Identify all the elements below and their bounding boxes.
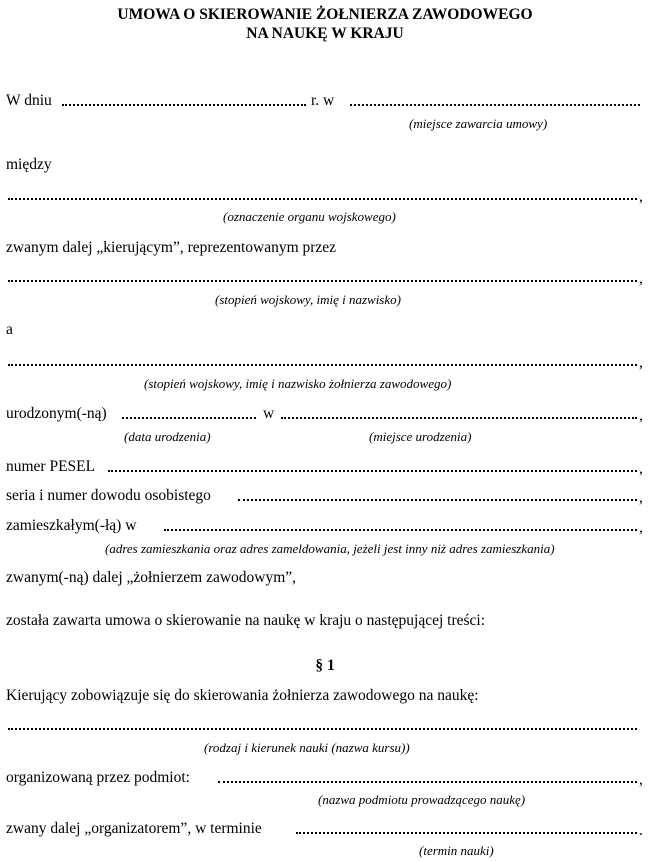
address-blank[interactable]: [164, 529, 637, 531]
label-zwanym-kierujacym: zwanym dalej „kierującym”, reprezentowanym przez: [6, 239, 337, 256]
section-1-heading: § 1: [315, 657, 335, 674]
label-organizowana: organizowaną przez podmiot:: [6, 769, 190, 786]
label-zawarta: została zawarta umowa o skierowanie na naukę w kraju o następującej treści:: [6, 612, 486, 629]
representative-blank[interactable]: [8, 280, 637, 282]
label-dowod: seria i numer dowodu osobistego: [6, 487, 211, 504]
caption-miejsce-zawarcia: (miejsce zawarcia umowy): [409, 116, 548, 131]
section-1-intro: Kierujący zobowiązuje się do skierowania żołnierza zawodowego na naukę:: [6, 687, 479, 704]
comma-organ: ,: [639, 188, 643, 205]
soldier-blank[interactable]: [8, 364, 637, 366]
caption-stopien: (stopień wojskowy, imię i nazwisko): [215, 292, 401, 307]
comma-address: ,: [639, 519, 643, 536]
label-pesel: numer PESEL: [6, 458, 96, 475]
place-blank[interactable]: [350, 104, 640, 106]
caption-termin: (termin nauki): [419, 843, 494, 858]
date-blank[interactable]: [62, 104, 306, 106]
label-miedzy: między: [6, 156, 52, 173]
birthdate-blank[interactable]: [122, 417, 256, 419]
title-line-2: NA NAUKĘ W KRAJU: [246, 25, 404, 42]
id-card-blank[interactable]: [238, 499, 637, 501]
caption-rodzaj: (rodzaj i kierunek nauki (nazwa kursu)): [204, 740, 410, 755]
label-zamieszkalym: zamieszkałym(-łą) w: [6, 517, 137, 534]
pesel-blank[interactable]: [108, 470, 637, 472]
label-a: a: [6, 321, 13, 338]
caption-adres: (adres zamieszkania oraz adres zameldowania, jeżeli jest inny niż adres zamieszkania): [105, 541, 555, 556]
label-r-w: r. w: [311, 92, 335, 109]
label-w: w: [263, 405, 275, 422]
birthplace-blank[interactable]: [281, 417, 637, 419]
period-term: .: [639, 822, 643, 839]
comma-birthplace: ,: [639, 407, 643, 424]
caption-data-urodzenia: (data urodzenia): [124, 429, 211, 444]
label-zwanym-zolnierzem: zwanym(-ną) dalej „żołnierzem zawodowym”,: [6, 569, 297, 586]
caption-organ: (oznaczenie organu wojskowego): [223, 209, 396, 224]
label-urodzonym: urodzonym(-ną): [6, 405, 107, 422]
provider-blank[interactable]: [218, 781, 637, 783]
comma-pesel: ,: [639, 460, 643, 477]
course-blank[interactable]: [8, 728, 637, 730]
caption-stopien-zolnierz: (stopień wojskowy, imię i nazwisko żołnierza zawodowego): [144, 376, 452, 391]
organ-blank[interactable]: [8, 198, 637, 200]
caption-miejsce-urodzenia: (miejsce urodzenia): [369, 429, 472, 444]
comma-soldier: ,: [639, 354, 643, 371]
label-w-dniu: W dniu: [6, 92, 52, 109]
label-zwany-organizatorem: zwany dalej „organizatorem”, w terminie: [6, 820, 262, 837]
title-line-1: UMOWA O SKIEROWANIE ŻOŁNIERZA ZAWODOWEGO: [117, 6, 533, 23]
comma-provider: ,: [639, 771, 643, 788]
comma-id-card: ,: [639, 489, 643, 506]
caption-podmiot: (nazwa podmiotu prowadzącego naukę): [318, 792, 526, 807]
comma-representative: ,: [639, 270, 643, 287]
term-blank[interactable]: [296, 832, 637, 834]
